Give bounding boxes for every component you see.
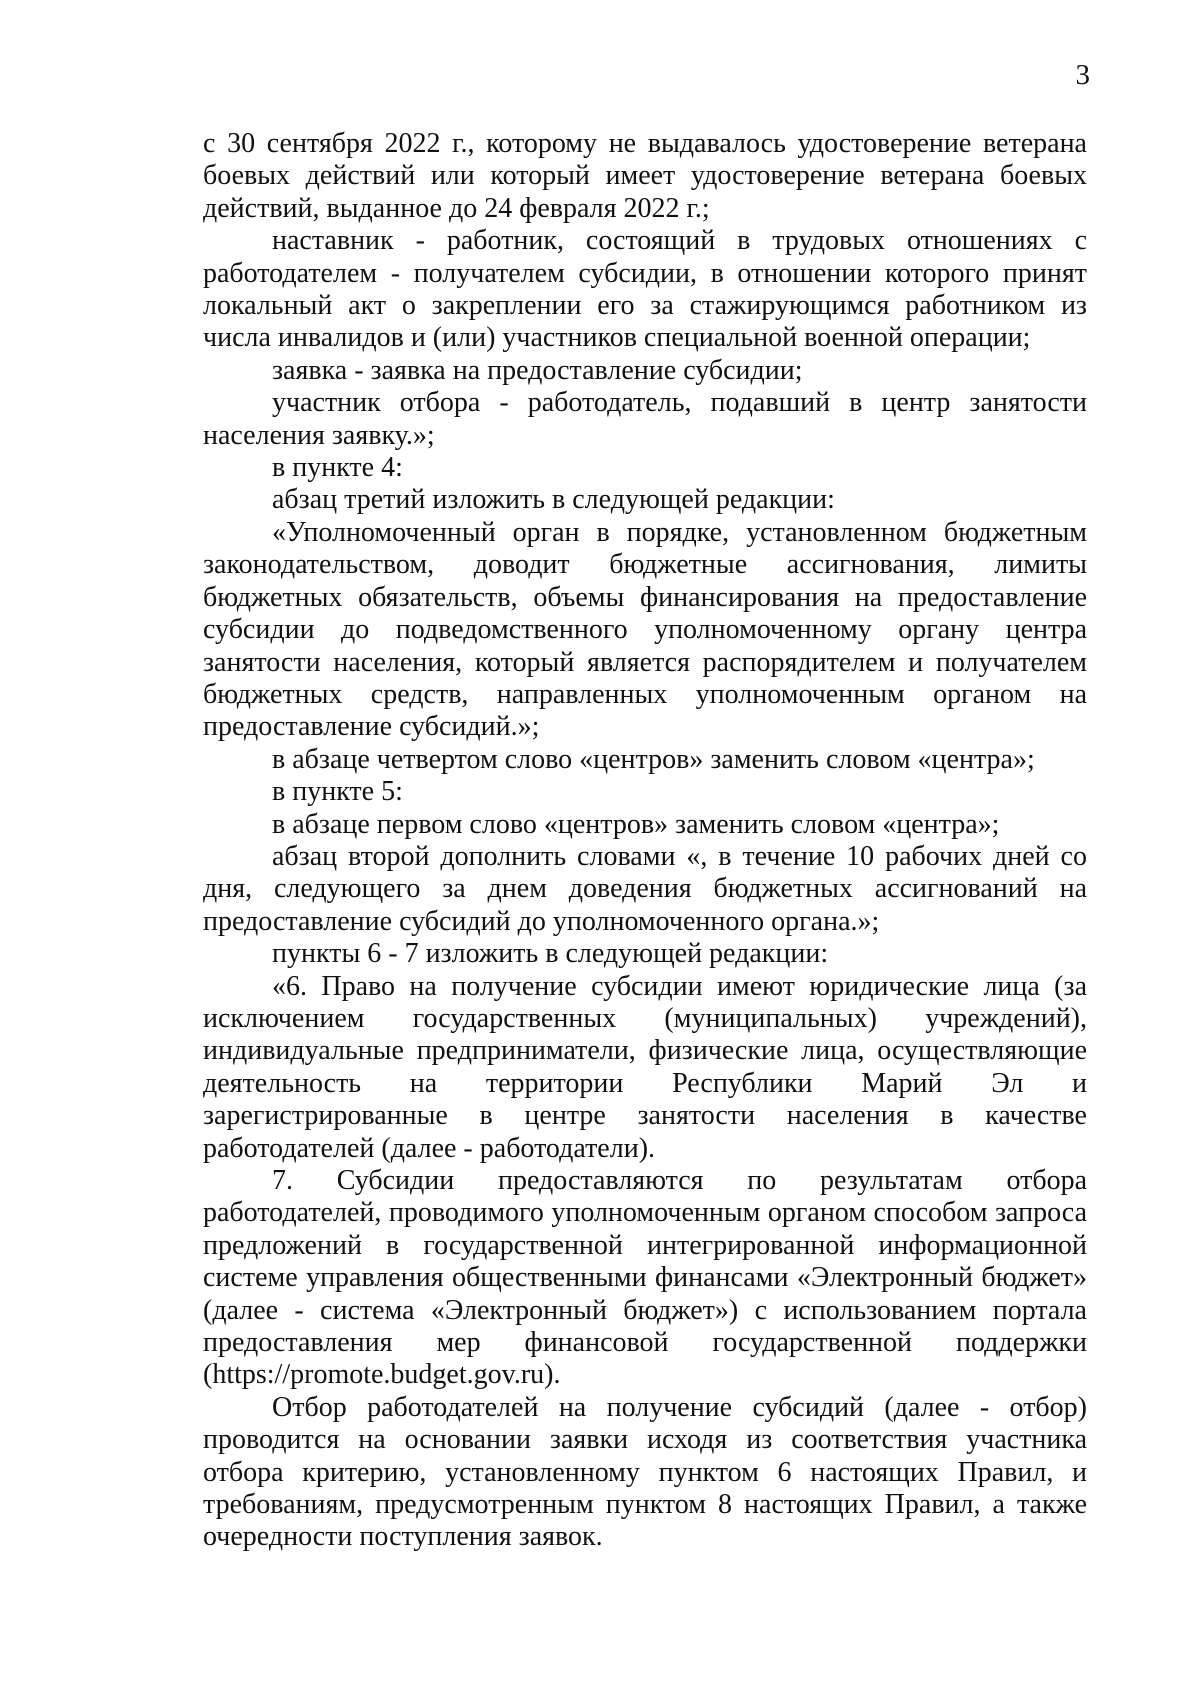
paragraph: в пункте 4: bbox=[272, 452, 403, 484]
paragraph: «6. Право на получение субсидии имеют юридические лица (за исключением государственных (муниципальных) учреждений), индивидуальные предприниматели, физические лица, осуществляющие деятельность на территории Республики Марий Эл и зарегистрированные в центре занятости населения в качестве работодателей (далее - работодатели). bbox=[203, 970, 1087, 1164]
page-number: 3 bbox=[1075, 59, 1090, 91]
paragraph: в абзаце первом слово «центров» заменить словом «центра»; bbox=[272, 808, 1000, 840]
document-body bbox=[203, 128, 1087, 1554]
paragraph: в пункте 5: bbox=[272, 776, 403, 808]
paragraph: пункты 6 - 7 изложить в следующей редакции: bbox=[272, 938, 829, 970]
paragraph: заявка - заявка на предоставление субсидии; bbox=[272, 354, 803, 386]
paragraph: 7. Субсидии предоставляются по результатам отбора работодателей, проводимого уполномоченным органом способом запроса предложений в государственной интегрированной информационной системе управления общественными финансами «Электронный бюджет» (далее - система «Электронный бюджет») с использованием портала предоставления мер финансовой государственной поддержки (https://promote.budget.gov.ru). bbox=[203, 1165, 1087, 1391]
paragraph: участник отбора - работодатель, подавший в центр занятости населения заявку.»; bbox=[203, 387, 1087, 451]
paragraph: Отбор работодателей на получение субсидий (далее - отбор) проводится на основании заявки исходя из соответствия участника отбора критерию, установленному пунктом 6 настоящих Правил, и требованиям, предусмотренным пунктом 8 настоящих Правил, а также очередности поступления заявок. bbox=[203, 1391, 1087, 1553]
paragraph: наставник - работник, состоящий в трудовых отношениях с работодателем - получателем субсидии, в отношении которого принят локальный акт о закреплении его за стажирующимся работником из числа инвалидов и (или) участников специальной военной операции; bbox=[203, 225, 1087, 354]
paragraph: абзац второй дополнить словами «, в течение 10 рабочих дней со дня, следующего за днем доведения бюджетных ассигнований на предоставление субсидий до уполномоченного органа.»; bbox=[203, 840, 1087, 937]
paragraph: в абзаце четвертом слово «центров» заменить словом «центра»; bbox=[272, 743, 1035, 775]
paragraph: абзац третий изложить в следующей редакции: bbox=[272, 484, 835, 516]
paragraph: с 30 сентября 2022 г., которому не выдавалось удостоверение ветерана боевых действий или который имеет удостоверение ветерана боевых действий, выданное до 24 февраля 2022 г.; bbox=[203, 128, 1087, 224]
paragraph: «Уполномоченный орган в порядке, установленном бюджетным законодательством, доводит бюджетные ассигнования, лимиты бюджетных обязательств, объемы финансирования на предоставление субсидии до подведомственного уполномоченному органу центра занятости населения, который является распорядителем и получателем бюджетных средств, направленных уполномоченным органом на предоставление субсидий.»; bbox=[203, 516, 1087, 743]
